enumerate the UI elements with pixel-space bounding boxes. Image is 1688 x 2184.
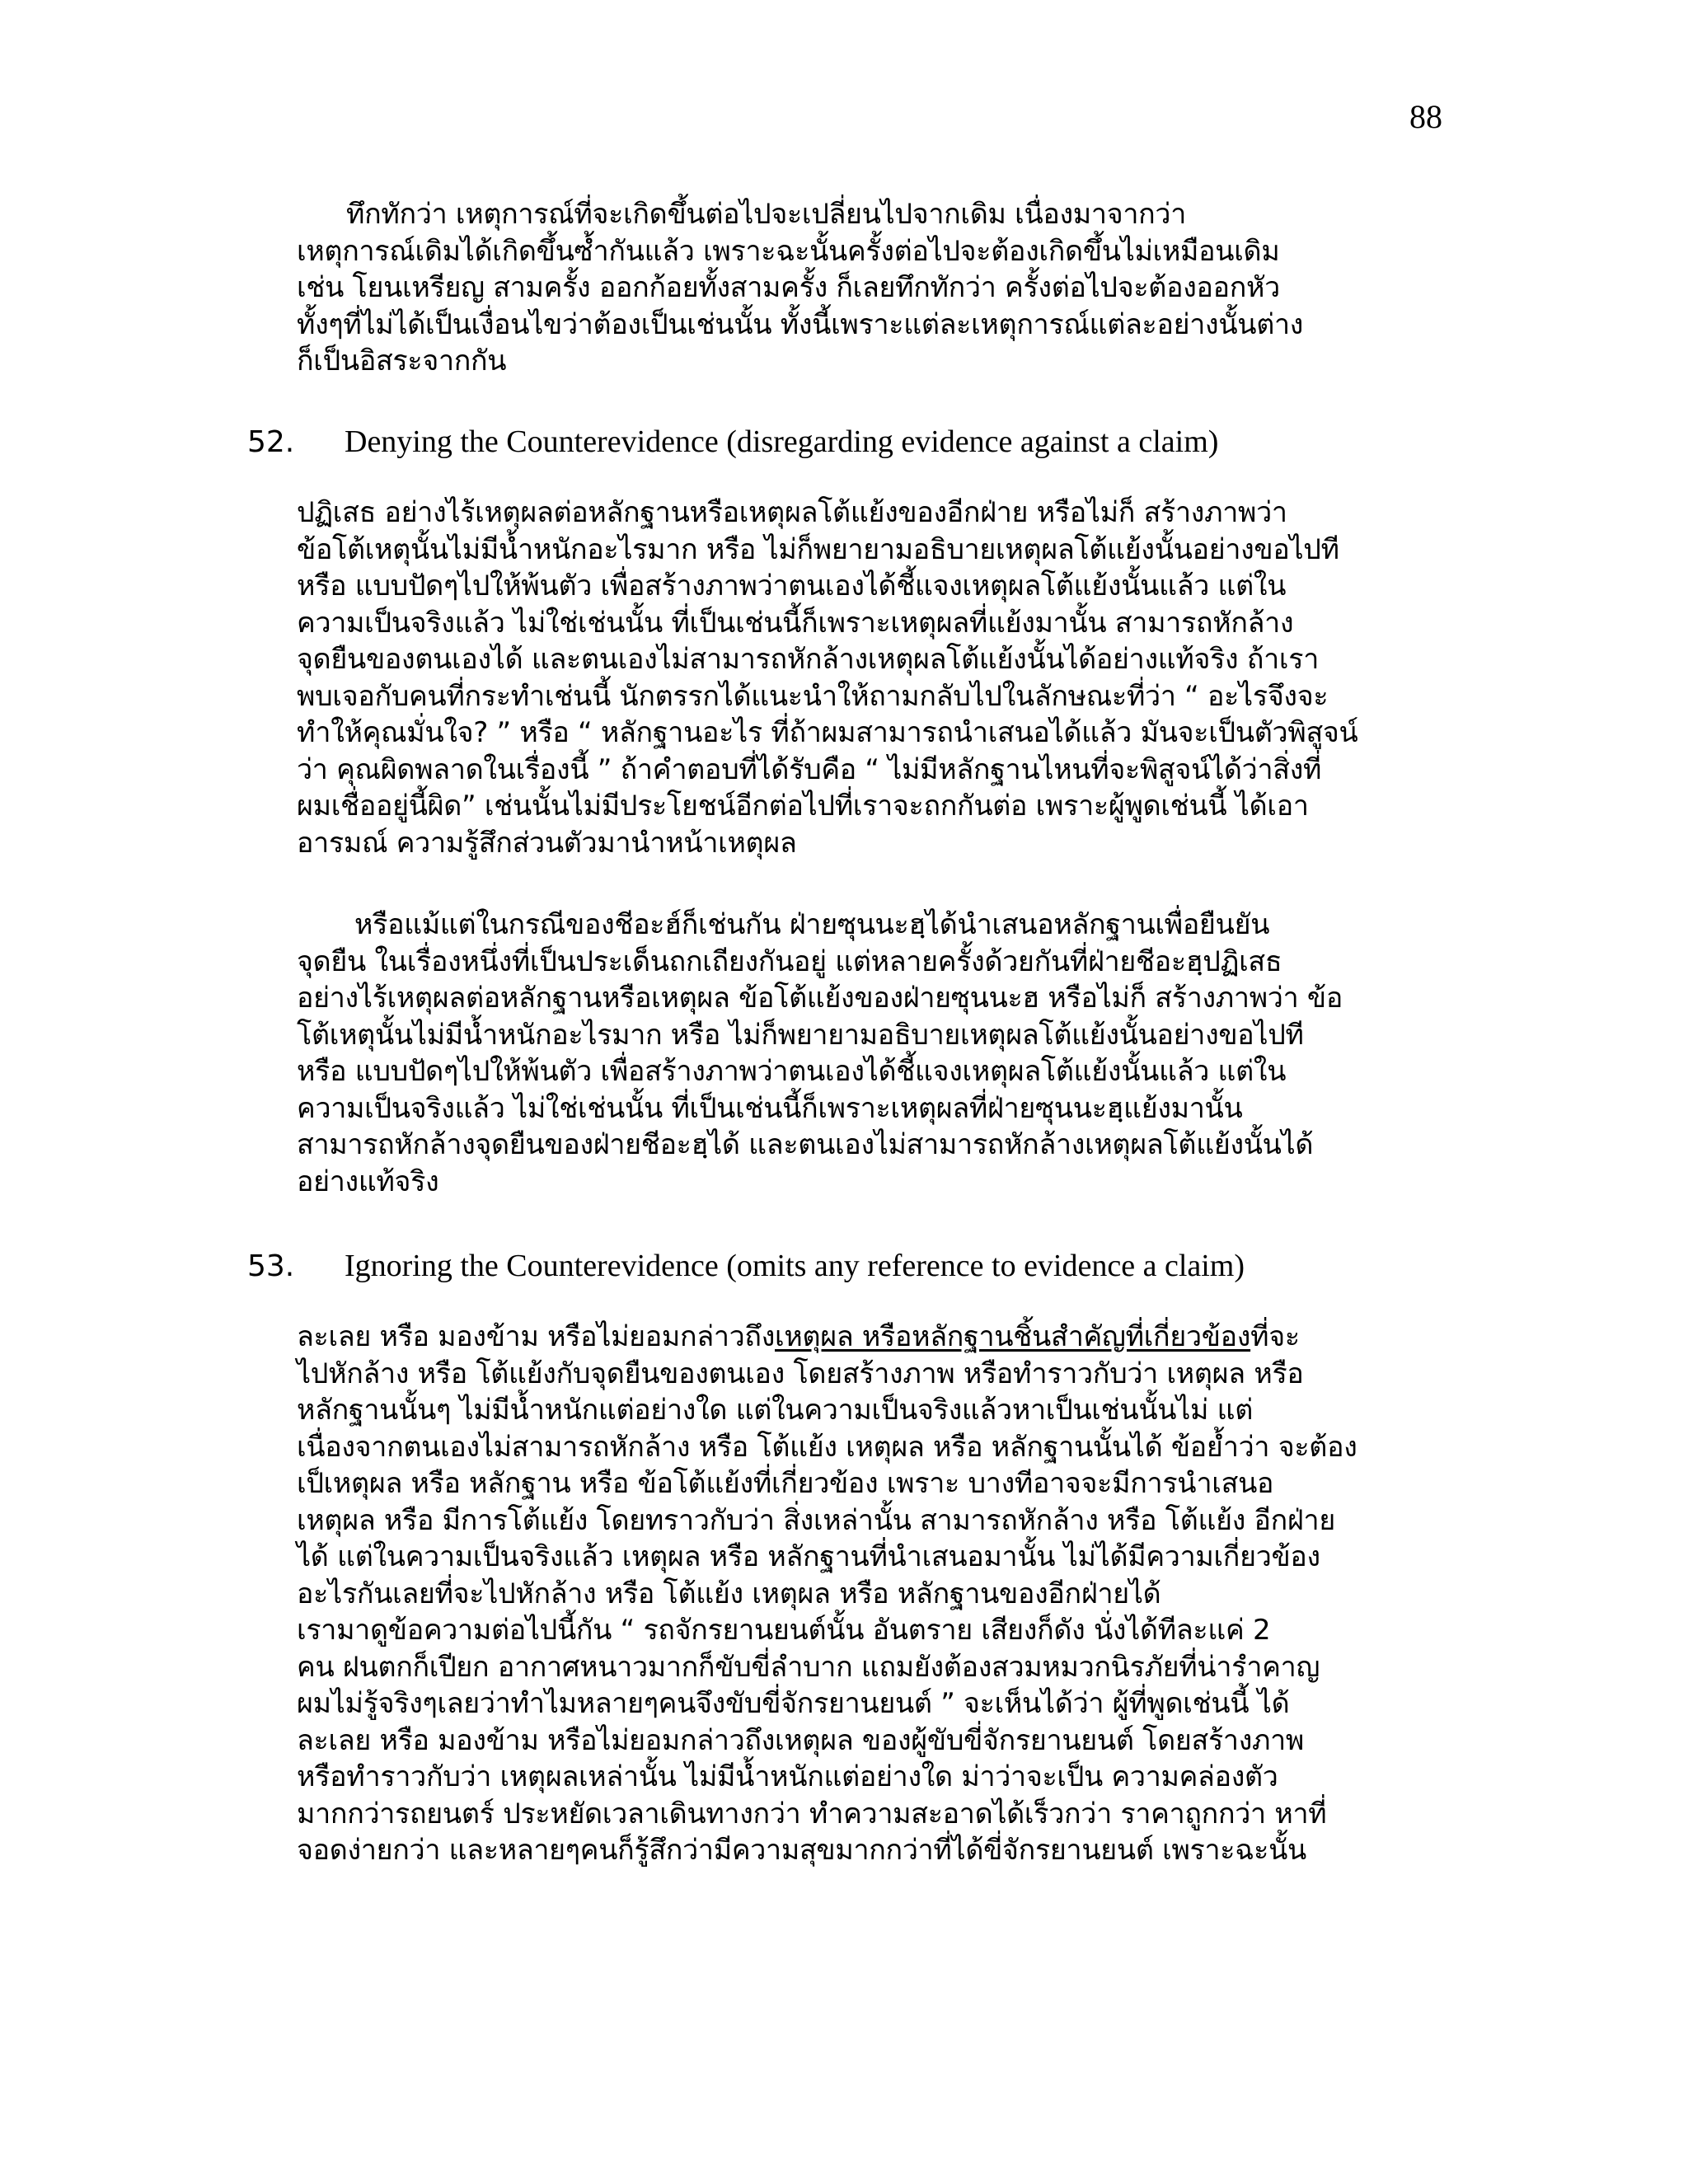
text-segment: ละเลย หรือ มองข้าม หรือไม่ยอมกล่าวถึง <box>297 1320 776 1353</box>
text-line: เนื่องจากตนเองไม่สามารถหักล้าง หรือ โต้แย้ง เหตุผล หรือ หลักฐานนั้นได้ ข้อย้ำว่า จะต้อง <box>297 1430 1357 1464</box>
text-line: เหตุผล หรือ มีการโต้แย้ง โดยทราวกับว่า สิ่งเหล่านั้น สามารถหักล้าง หรือ โต้แย้ง อีกฝ่าย <box>297 1503 1335 1537</box>
section-title: Denying the Counterevidence (disregarding evidence against a claim) <box>345 424 1219 459</box>
text-line: เรามาดูข้อความต่อไปนี้กัน “ รถจักรยานยนต์นั้น อันตราย เสียงก็ดัง นั่งได้ทีละแค่ 2 <box>297 1614 1271 1647</box>
text-line: จอดง่ายกว่า และหลายๆคนก็รู้สึกว่ามีความสุขมากกว่าที่ได้ขี่จักรยานยนต์ เพราะฉะนั้น <box>297 1834 1306 1867</box>
text-line: หลักฐานนั้นๆ ไม่มีน้ำหนักแต่อย่างใด แต่ในความเป็นจริงแล้วหาเป็นเช่นนั้นไม่ แต่ <box>297 1394 1254 1427</box>
underlined-phrase: เหตุผล หรือหลักฐานชิ้นสำคัญที่เกี่ยวข้อง <box>775 1320 1251 1353</box>
text-line: ทั้งๆที่ไม่ได้เป็นเงื่อนไขว่าต้องเป็นเช่นนั้น ทั้งนี้เพราะแต่ละเหตุการณ์แต่ละอย่างนั้นต่าง <box>297 307 1304 341</box>
text-line: อะไรกันเลยที่จะไปหักล้าง หรือ โต้แย้ง เหตุผล หรือ หลักฐานของอีกฝ่ายได้ <box>297 1577 1161 1610</box>
text-line: ผมเชื่ออยู่นี้ผิด” เช่นนั้นไม่มีประโยชน์อีกต่อไปที่เราจะถกกันต่อ เพราะผู้พูดเช่นนี้ ได้เอา <box>297 790 1309 823</box>
section-title: Ignoring the Counterevidence (omits any reference to evidence a claim) <box>345 1249 1245 1283</box>
page-number: 88 <box>1409 98 1442 135</box>
text-line: อย่างไร้เหตุผลต่อหลักฐานหรือเหตุผล ข้อโต้แย้งของฝ่ายซุนนะฮ หรือไม่ก็ สร้างภาพว่า ข้อ <box>297 982 1343 1015</box>
text-line: ได้ แต่ในความเป็นจริงแล้ว เหตุผล หรือ หลักฐานที่นำเสนอมานั้น ไม่ได้มีความเกี่ยวข้อง <box>297 1540 1320 1573</box>
text-line: เหตุการณ์เดิมได้เกิดขึ้นซ้ำกันแล้ว เพราะฉะนั้นครั้งต่อไปจะต้องเกิดขึ้นไม่เหมือนเดิม <box>297 234 1280 268</box>
text-line: ความเป็นจริงแล้ว ไม่ใช่เช่นนั้น ที่เป็นเช่นนี้ก็เพราะเหตุผลที่แย้งมานั้น สามารถหักล้าง <box>297 606 1294 640</box>
text-line: หรือทำราวกับว่า เหตุผลเหล่านั้น ไม่มีน้ำหนักแต่อย่างใด ม่าว่าจะเป็น ความคล่องตัว <box>297 1760 1278 1793</box>
text-line: คน ฝนตกก็เปียก อากาศหนาวมากก็ขับขี่ลำบาก แถมยังต้องสวมหมวกนิรภัยที่น่ารำคาญ <box>297 1650 1320 1684</box>
text-line: พบเจอกับคนที่กระทำเช่นนี้ นักตรรกได้แนะนำให้ถามกลับไปในลักษณะที่ว่า “ อะไรจึงจะ <box>297 679 1329 713</box>
text-line: จุดยืน ในเรื่องหนึ่งที่เป็นประเด็นถกเถียงกันอยู่ แต่หลายครั้งด้วยกันที่ฝ่ายชีอะฮฺปฏิเสธ <box>297 944 1282 978</box>
text-line: มากกว่ารถยนตร์ ประหยัดเวลาเดินทางกว่า ทำความสะอาดได้เร็วกว่า ราคาถูกกว่า หาที่ <box>297 1797 1327 1830</box>
text-line: ปฏิเสธ อย่างไร้เหตุผลต่อหลักฐานหรือเหตุผลโต้แย้งของอีกฝ่าย หรือไม่ก็ สร้างภาพว่า <box>297 496 1287 529</box>
section-heading-53 <box>247 1247 1245 1286</box>
text-line: ละเลย หรือ มองข้าม หรือไม่ยอมกล่าวถึงเหตุผล ของผู้ขับขี่จักรยานยนต์ โดยสร้างภาพ <box>297 1723 1305 1757</box>
text-line: ความเป็นจริงแล้ว ไม่ใช่เช่นนั้น ที่เป็นเช่นนี้ก็เพราะเหตุผลที่ฝ่ายซุนนะฮฺแย้งมานั้น <box>297 1091 1243 1125</box>
paragraph-denying-counterevidence <box>297 494 1434 861</box>
paragraph-ignoring-counterevidence <box>297 1319 1434 1612</box>
text-line <box>297 1319 1434 1356</box>
text-line: หรือแม้แต่ในกรณีของชีอะฮ์ก็เช่นกัน ฝ่ายซุนนะฮฺได้นำเสนอหลักฐานเพื่อยืนยัน <box>354 908 1270 941</box>
text-line: โต้เหตุนั้นไม่มีน้ำหนักอะไรมาก หรือ ไม่ก็พยายามอธิบายเหตุผลโต้แย้งนั้นอย่างขอไปที <box>297 1018 1304 1052</box>
text-line: ข้อโต้เหตุนั้นไม่มีน้ำหนักอะไรมาก หรือ ไม่ก็พยายามอธิบายเหตุผลโต้แย้งนั้นอย่างขอไปที <box>297 532 1339 566</box>
paragraph-continuation <box>297 196 1434 380</box>
text-line: ทำให้คุณมั่นใจ? ” หรือ “ หลักฐานอะไร ที่ถ้าผมสามารถนำเสนอได้แล้ว มันจะเป็นตัวพิสูจน์ <box>297 716 1358 749</box>
section-number: 52. <box>247 425 295 459</box>
text-line: อารมณ์ ความรู้สึกส่วนตัวมานำหน้าเหตุผล <box>297 826 797 860</box>
text-line: สามารถหักล้างจุดยืนของฝ่ายชีอะฮฺได้ และตนเองไม่สามารถหักล้างเหตุผลโต้แย้งนั้นได้ <box>297 1128 1314 1161</box>
paragraph-shia-example <box>297 907 1434 1200</box>
text-line: ว่า คุณผิดพลาดในเรื่องนี้ ” ถ้าคำตอบที่ได้รับคือ “ ไม่มีหลักฐานไหนที่จะพิสูจน์ได้ว่าสิ่งที่ <box>297 752 1322 786</box>
paragraph-motorcycle-example <box>297 1612 1434 1869</box>
text-line: จุดยืนของตนเองได้ และตนเองไม่สามารถหักล้างเหตุผลโต้แย้งนั้นได้อย่างแท้จริง ถ้าเรา <box>297 643 1320 676</box>
text-line: หรือ แบบปัดๆไปให้พ้นตัว เพื่อสร้างภาพว่าตนเองได้ชี้แจงเหตุผลโต้แย้งนั้นแล้ว แต่ใน <box>297 1055 1287 1088</box>
text-line: อย่างแท้จริง <box>297 1165 439 1198</box>
text-line: เป็เหตุผล หรือ หลักฐาน หรือ ข้อโต้แย้งที่เกี่ยวข้อง เพราะ บางทีอาจจะมีการนำเสนอ <box>297 1467 1274 1500</box>
section-heading-52 <box>247 423 1218 462</box>
section-number: 53. <box>247 1249 295 1283</box>
text-line: ทึกทักว่า เหตุการณ์ที่จะเกิดขึ้นต่อไปจะเปลี่ยนไปจากเดิม เนื่องมาจากว่า <box>346 198 1186 231</box>
text-segment: ที่จะ <box>1250 1320 1300 1353</box>
text-line: หรือ แบบปัดๆไปให้พ้นตัว เพื่อสร้างภาพว่าตนเองได้ชี้แจงเหตุผลโต้แย้งนั้นแล้ว แต่ใน <box>297 569 1287 602</box>
text-line: ผมไม่รู้จริงๆเลยว่าทำไมหลายๆคนจึงขับขี่จักรยานยนต์ ” จะเห็นได้ว่า ผู้ที่พูดเช่นนี้ ได้ <box>297 1687 1290 1720</box>
text-line: ไปหักล้าง หรือ โต้แย้งกับจุดยืนของตนเอง โดยสร้างภาพ หรือทำราวกับว่า เหตุผล หรือ <box>297 1357 1304 1390</box>
text-line: ก็เป็นอิสระจากกัน <box>297 344 507 377</box>
text-line: เช่น โยนเหรียญ สามครั้ง ออกก้อยทั้งสามครั้ง ก็เลยทึกทักว่า ครั้งต่อไปจะต้องออกหัว <box>297 271 1280 304</box>
